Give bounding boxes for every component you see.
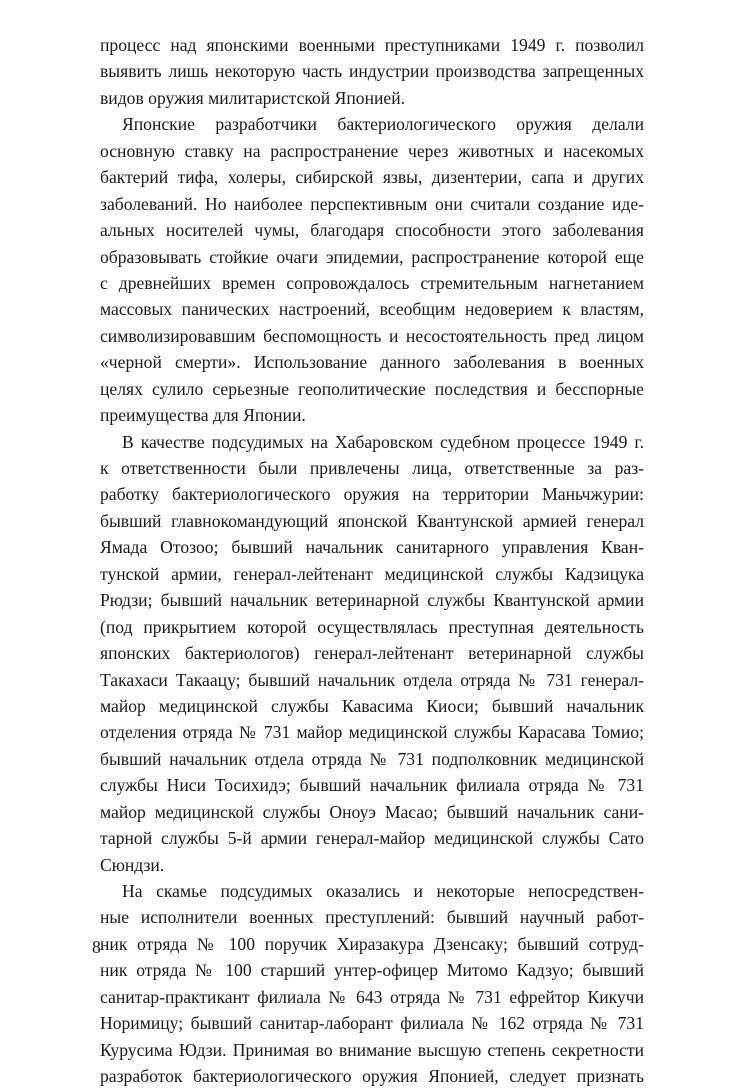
text-line: Норимицу; бывший санитар-лаборант филиала № 162 отряда № 731: [100, 1013, 644, 1034]
text-line: основную ставку на распространение через животных и насекомых: [100, 140, 644, 161]
text-line: преимущества для Японии.: [100, 405, 306, 426]
text-line: символизировавшим беспомощность и несостоятельность пред лицом: [100, 325, 644, 346]
text-line: отделения отряда № 731 майор медицинской службы Карасава Томио;: [100, 722, 644, 743]
text-line: тарной службы 5-й армии генерал-майор медицинской службы Сато: [100, 828, 644, 849]
text-line: массовых панических настроений, всеобщим недоверием к властям,: [100, 299, 644, 320]
text-line: образовывать стойкие очаги эпидемии, распространение которой еще: [100, 246, 644, 267]
paragraph-4: [100, 878, 644, 1090]
text-line: бактерий тифа, холеры, сибирской язвы, дизентерии, сапа и других: [100, 167, 644, 188]
text-line: Японские разработчики бактериологического оружия делали: [122, 114, 644, 135]
text-line: санитар-практикант филиала № 643 отряда № 731 ефрейтор Кикучи: [100, 986, 644, 1007]
text-line: Курусима Юдзи. Принимая во внимание высшую степень секретности: [100, 1039, 644, 1060]
text-line: японских бактериологов) генерал-лейтенант ветеринарной службы: [100, 643, 644, 664]
text-line: целях сулило серьезные геополитические последствия и бесспорные: [100, 378, 644, 399]
text-line: работку бактериологического оружия на территории Маньчжурии:: [100, 484, 644, 505]
text-line: На скамье подсудимых оказались и некоторые непосредствен-: [122, 881, 644, 901]
text-line: В качестве подсудимых на Хабаровском судебном процессе 1949 г.: [122, 431, 644, 452]
paragraph-1: [100, 32, 644, 111]
text-line: заболеваний. Но наиболее перспективным они считали создание иде-: [100, 193, 644, 214]
text-line: процесс над японскими военными преступниками 1949 г. позволил: [100, 35, 644, 55]
text-line: видов оружия милитаристской Японией.: [100, 87, 406, 108]
text-line: Сюндзи.: [100, 854, 165, 875]
text-line: с древнейших времен сопровождалось стремительным нагнетанием: [100, 272, 644, 293]
text-line: Такахаси Такаацу; бывший начальник отдела отряда № 731 генерал-: [100, 669, 644, 690]
text-line: ные исполнители военных преступлений: бывший научный работ-: [100, 907, 644, 928]
text-line: майор медицинской службы Оноуэ Масао; бывший начальник сани-: [100, 801, 644, 822]
paragraph-3: [100, 429, 644, 878]
text-line: бывший начальник отдела отряда № 731 подполковник медицинской: [100, 748, 644, 769]
text-line: ник отряда № 100 поручик Хиразакура Дзенсаку; бывший сотруд-: [100, 933, 644, 954]
text-line: (под прикрытием которой осуществлялась преступная деятельность: [100, 616, 644, 637]
text-line: бывший главнокомандующий японской Квантунской армией генерал: [100, 510, 644, 531]
page-number: 8: [92, 937, 101, 957]
text-line: службы Ниси Тосихидэ; бывший начальник филиала отряда № 731: [100, 775, 644, 796]
page-body: [100, 32, 644, 1090]
paragraph-2: [100, 111, 644, 428]
text-line: Ямада Отозоо; бывший начальник санитарного управления Кван-: [100, 537, 644, 558]
text-line: Рюдзи; бывший начальник ветеринарной службы Квантунской армии: [100, 590, 644, 611]
text-line: к ответственности были привлечены лица, ответственные за раз-: [100, 458, 644, 478]
text-line: разработок бактериологического оружия Японией, следует признать: [100, 1066, 644, 1087]
text-line: альных носителей чумы, благодаря способности этого заболевания: [100, 220, 644, 241]
text-line: выявить лишь некоторую часть индустрии производства запрещенных: [100, 61, 644, 82]
text-line: ник отряда № 100 старший унтер-офицер Митомо Кадзуо; бывший: [100, 960, 644, 981]
text-line: «черной смерти». Использование данного заболевания в военных: [100, 352, 644, 373]
text-line: майор медицинской службы Кавасима Киоси; бывший начальник: [100, 695, 644, 716]
text-line: тунской армии, генерал-лейтенант медицинской службы Кадзицука: [100, 563, 644, 584]
